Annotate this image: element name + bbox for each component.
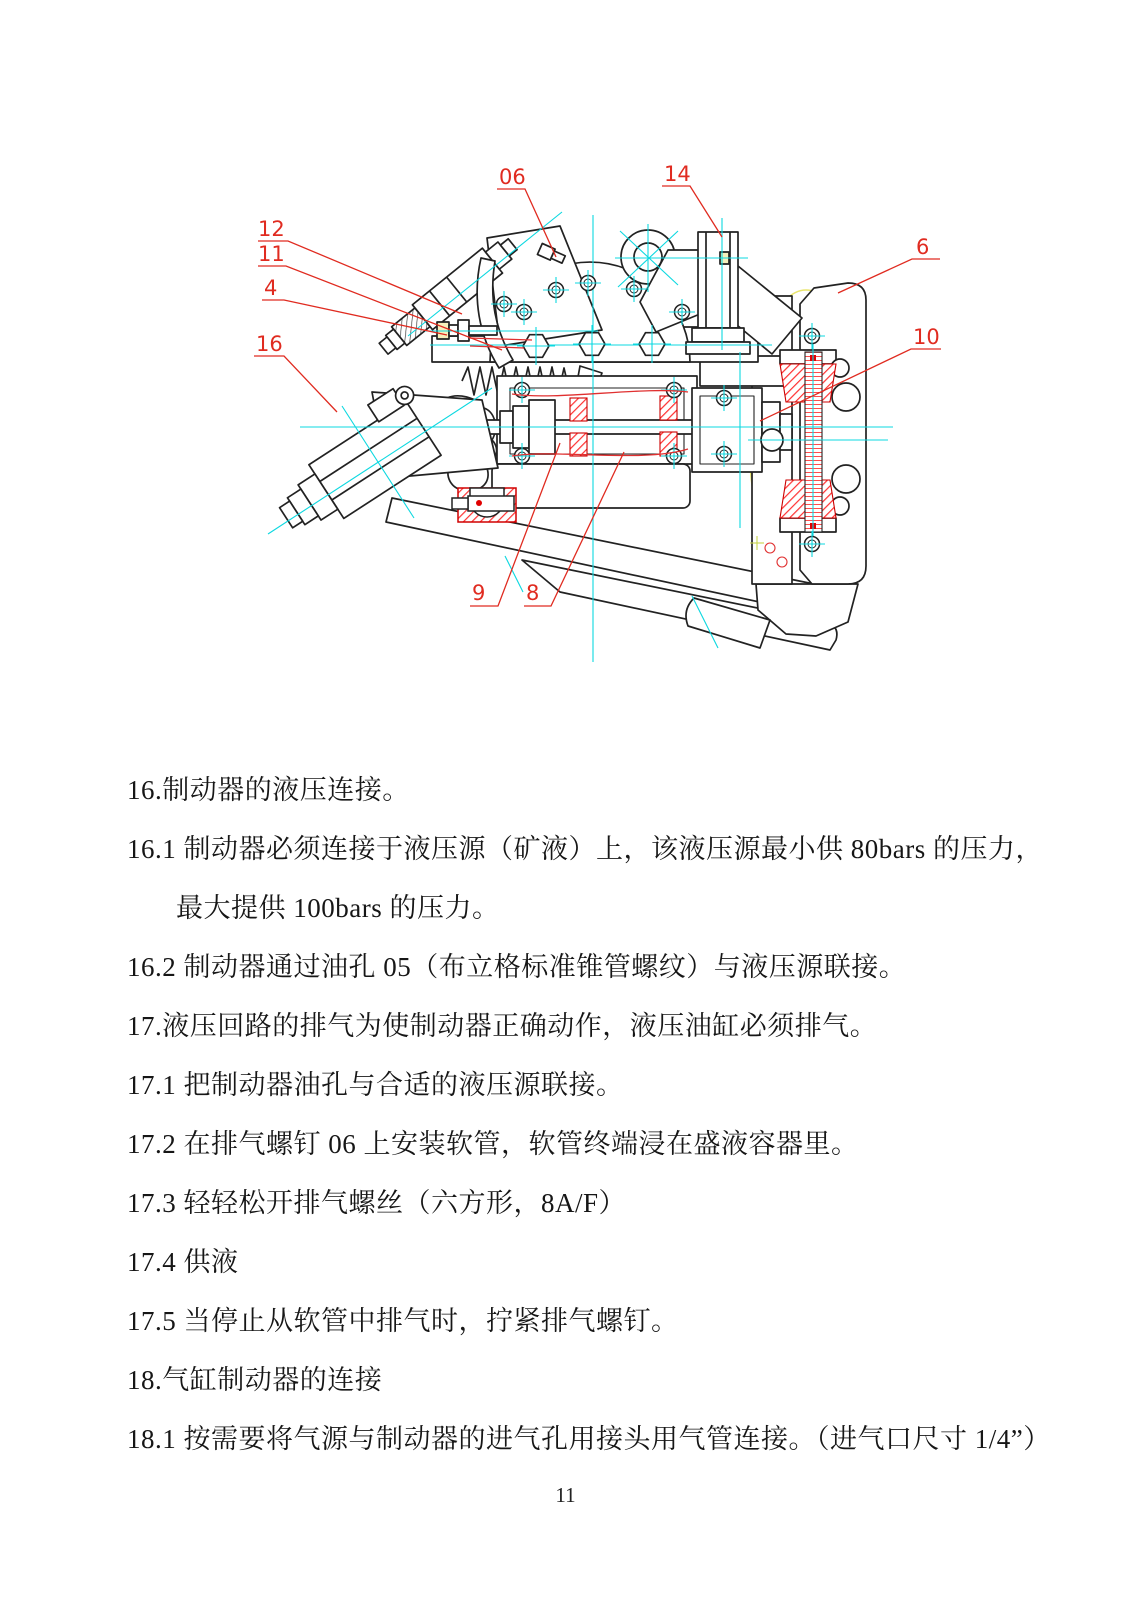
paragraph-17-4: 17.4 供液 bbox=[127, 1247, 239, 1277]
callout-14: 14 bbox=[664, 162, 691, 186]
paragraph-16-1: 16.1 制动器必须连接于液压源（矿液）上，该液压源最小供 80bars 的压力， bbox=[127, 834, 1043, 864]
callout-12: 12 bbox=[258, 217, 285, 241]
paragraph-17-5: 17.5 当停止从软管中排气时，拧紧排气螺钉。 bbox=[127, 1306, 679, 1336]
paragraph-16-2: 16.2 制动器通过油孔 05（布立格标准锥管螺纹）与液压源联接。 bbox=[127, 952, 907, 982]
paragraph-17-1: 17.1 把制动器油孔与合适的液压源联接。 bbox=[127, 1070, 624, 1100]
callout-9: 9 bbox=[472, 581, 486, 605]
paragraph-16-1b: 最大提供 100bars 的压力。 bbox=[176, 893, 500, 923]
callout-6: 6 bbox=[916, 235, 930, 259]
callout-06: 06 bbox=[499, 165, 526, 189]
page-number: 11 bbox=[555, 1483, 576, 1507]
paragraph-16: 16.制动器的液压连接。 bbox=[127, 775, 410, 805]
callout-8: 8 bbox=[526, 581, 540, 605]
paragraph-17: 17.液压回路的排气为使制动器正确动作，液压油缸必须排气。 bbox=[127, 1011, 878, 1041]
paragraph-18: 18.气缸制动器的连接 bbox=[127, 1365, 383, 1395]
callout-16: 16 bbox=[256, 332, 283, 356]
technical-drawing bbox=[0, 0, 1131, 700]
paragraph-17-3: 17.3 轻轻松开排气螺丝（六方形，8A/F） bbox=[127, 1188, 627, 1218]
callout-4: 4 bbox=[264, 276, 278, 300]
paragraph-18-1: 18.1 按需要将气源与制动器的进气孔用接头用气管连接。（进气口尺寸 1/4”） bbox=[127, 1424, 1051, 1454]
paragraph-17-2: 17.2 在排气螺钉 06 上安装软管，软管终端浸在盛液容器里。 bbox=[127, 1129, 859, 1159]
callout-10: 10 bbox=[913, 325, 940, 349]
instruction-text bbox=[127, 776, 1117, 1484]
callout-11: 11 bbox=[258, 242, 285, 266]
